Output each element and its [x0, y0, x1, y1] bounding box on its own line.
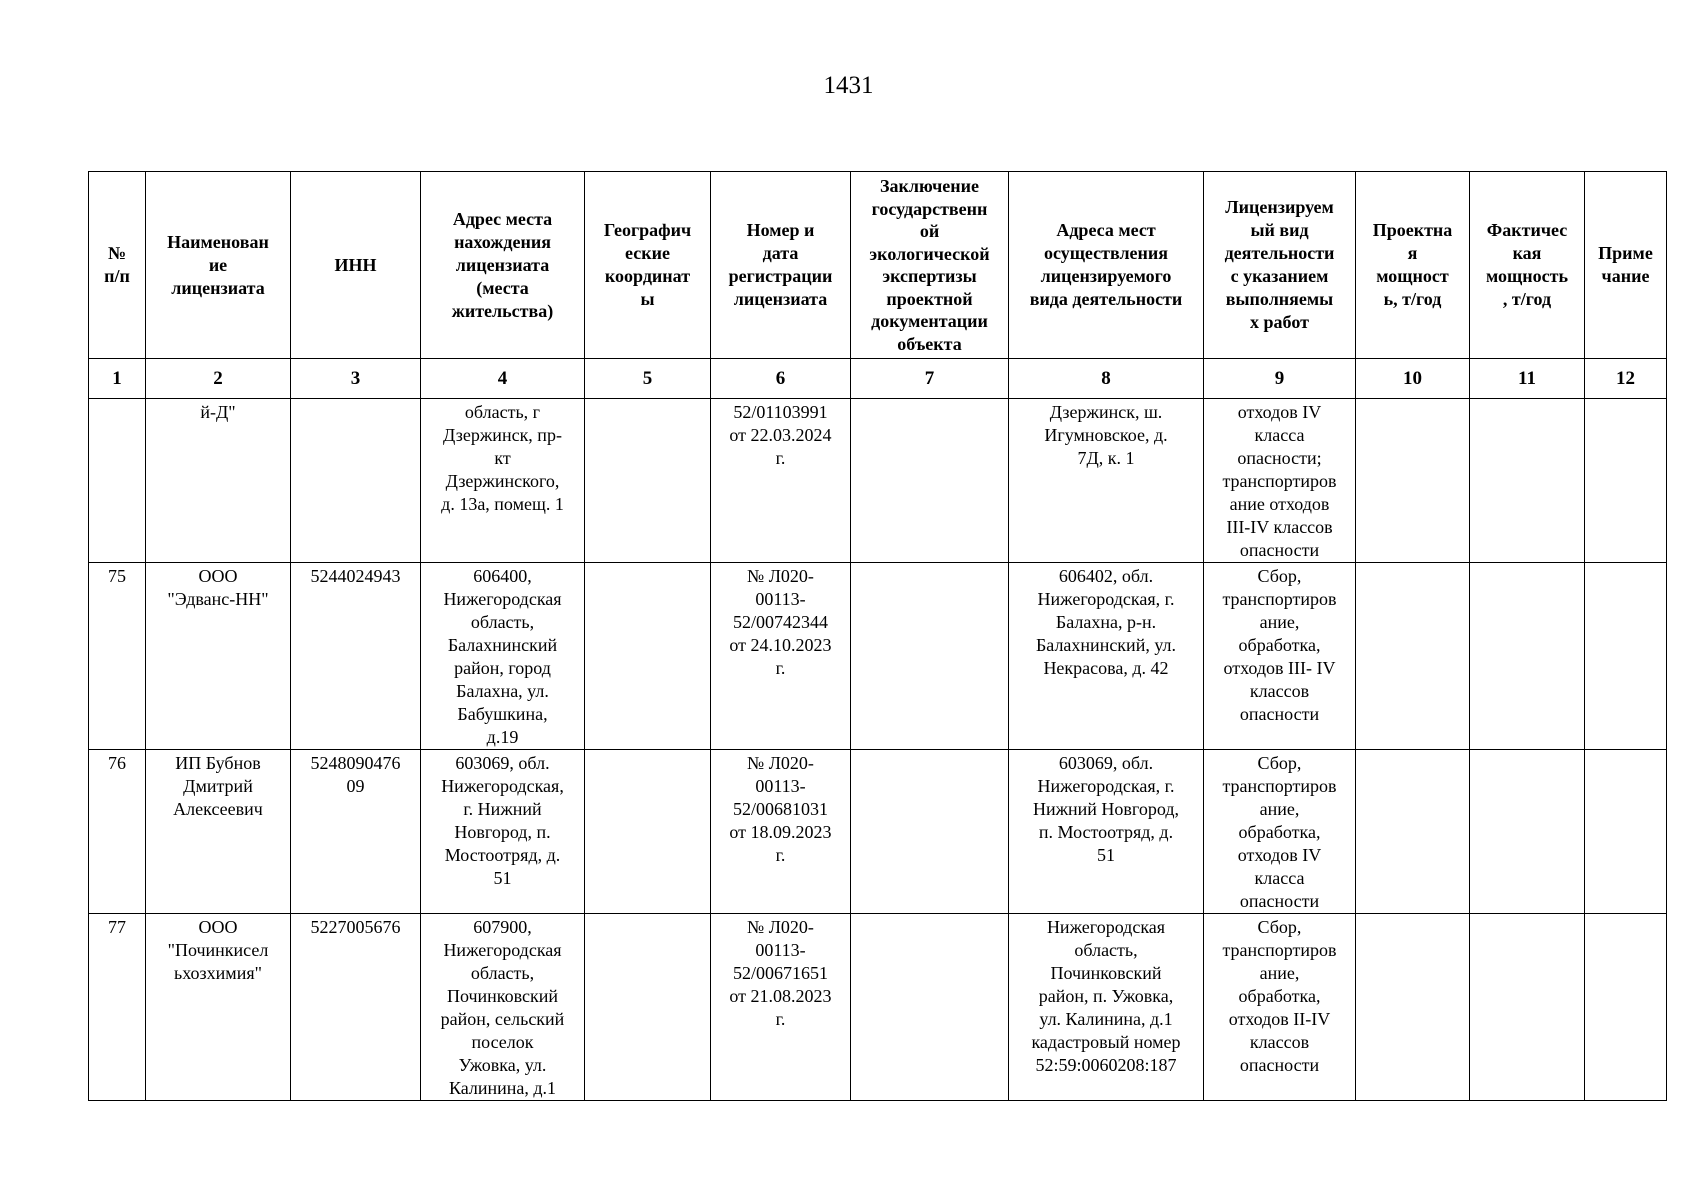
licensee-address: область, г Дзержинск, пр- кт Дзержинского, д. 13а, помещ. 1 — [421, 399, 585, 563]
column-number: 12 — [1585, 359, 1667, 399]
column-number: 2 — [146, 359, 291, 399]
header-row — [89, 172, 1667, 359]
header-cell: Номер и дата регистрации лицензиата — [711, 172, 851, 359]
licensee-address: 603069, обл. Нижегородская, г. Нижний Новгород, п. Мостоотряд, д. 51 — [421, 750, 585, 914]
header-cell: Заключение государственн ой экологической экспертизы проектной документации объекта — [851, 172, 1009, 359]
header-cell: № п/п — [89, 172, 146, 359]
row-number — [89, 399, 146, 563]
note — [1585, 399, 1667, 563]
inn — [291, 399, 421, 563]
header-cell: Лицензируем ый вид деятельности с указанием выполняемы х работ — [1204, 172, 1356, 359]
row-number: 75 — [89, 563, 146, 750]
column-number: 1 — [89, 359, 146, 399]
license-registry-table — [88, 171, 1667, 1101]
design-capacity — [1356, 914, 1470, 1101]
column-number: 11 — [1470, 359, 1585, 399]
header-cell: Географич еские координат ы — [585, 172, 711, 359]
licensee-address: 606400, Нижегородская область, Балахнинский район, город Балахна, ул. Бабушкина, д.19 — [421, 563, 585, 750]
activity-address: 603069, обл. Нижегородская, г. Нижний Новгород, п. Мостоотряд, д. 51 — [1009, 750, 1204, 914]
geo-coordinates — [585, 563, 711, 750]
column-number: 6 — [711, 359, 851, 399]
registration-number: № Л020- 00113- 52/00681031 от 18.09.2023 г. — [711, 750, 851, 914]
header-cell: Проектна я мощност ь, т/год — [1356, 172, 1470, 359]
activity-address: Дзержинск, ш. Игумновское, д. 7Д, к. 1 — [1009, 399, 1204, 563]
inn: 5227005676 — [291, 914, 421, 1101]
activity-address: 606402, обл. Нижегородская, г. Балахна, р-н. Балахнинский, ул. Некрасова, д. 42 — [1009, 563, 1204, 750]
design-capacity — [1356, 563, 1470, 750]
table-row — [89, 399, 1667, 563]
geo-coordinates — [585, 399, 711, 563]
table-row — [89, 563, 1667, 750]
licensee-name: ИП Бубнов Дмитрий Алексеевич — [146, 750, 291, 914]
note — [1585, 914, 1667, 1101]
activity-address: Нижегородская область, Починковский район, п. Ужовка, ул. Калинина, д.1 кадастровый номер 52:59:0060208:187 — [1009, 914, 1204, 1101]
header-cell: Адрес места нахождения лицензиата (места жительства) — [421, 172, 585, 359]
note — [1585, 750, 1667, 914]
licensed-activity: Сбор, транспортиров ание, обработка, отходов IV класса опасности — [1204, 750, 1356, 914]
licensee-name: й-Д" — [146, 399, 291, 563]
table-row — [89, 914, 1667, 1101]
design-capacity — [1356, 750, 1470, 914]
expertise-conclusion — [851, 399, 1009, 563]
note — [1585, 563, 1667, 750]
registration-number: 52/01103991 от 22.03.2024 г. — [711, 399, 851, 563]
licensee-name: ООО "Починкисел ьхозхимия" — [146, 914, 291, 1101]
inn: 5244024943 — [291, 563, 421, 750]
inn: 5248090476 09 — [291, 750, 421, 914]
header-cell: ИНН — [291, 172, 421, 359]
column-number: 3 — [291, 359, 421, 399]
expertise-conclusion — [851, 563, 1009, 750]
expertise-conclusion — [851, 750, 1009, 914]
registration-number: № Л020- 00113- 52/00671651 от 21.08.2023 г. — [711, 914, 851, 1101]
licensee-address: 607900, Нижегородская область, Починковский район, сельский поселок Ужовка, ул. Калинина, д.1 — [421, 914, 585, 1101]
column-number: 10 — [1356, 359, 1470, 399]
column-number: 9 — [1204, 359, 1356, 399]
header-cell: Приме чание — [1585, 172, 1667, 359]
licensed-activity: отходов IV класса опасности; транспортиров ание отходов III-IV классов опасности — [1204, 399, 1356, 563]
actual-capacity — [1470, 399, 1585, 563]
column-number-row — [89, 359, 1667, 399]
actual-capacity — [1470, 563, 1585, 750]
expertise-conclusion — [851, 914, 1009, 1101]
licensed-activity: Сбор, транспортиров ание, обработка, отходов II-IV классов опасности — [1204, 914, 1356, 1101]
page-number: 1431 — [823, 72, 874, 99]
column-number: 7 — [851, 359, 1009, 399]
geo-coordinates — [585, 914, 711, 1101]
actual-capacity — [1470, 750, 1585, 914]
header-cell: Адреса мест осуществления лицензируемого вида деятельности — [1009, 172, 1204, 359]
geo-coordinates — [585, 750, 711, 914]
header-cell: Фактичес кая мощность , т/год — [1470, 172, 1585, 359]
row-number: 77 — [89, 914, 146, 1101]
actual-capacity — [1470, 914, 1585, 1101]
column-number: 5 — [585, 359, 711, 399]
column-number: 8 — [1009, 359, 1204, 399]
header-cell: Наименован ие лицензиата — [146, 172, 291, 359]
design-capacity — [1356, 399, 1470, 563]
registration-number: № Л020- 00113- 52/00742344 от 24.10.2023 г. — [711, 563, 851, 750]
licensed-activity: Сбор, транспортиров ание, обработка, отходов III- IV классов опасности — [1204, 563, 1356, 750]
row-number: 76 — [89, 750, 146, 914]
table-row — [89, 750, 1667, 914]
column-number: 4 — [421, 359, 585, 399]
licensee-name: ООО "Эдванс-НН" — [146, 563, 291, 750]
